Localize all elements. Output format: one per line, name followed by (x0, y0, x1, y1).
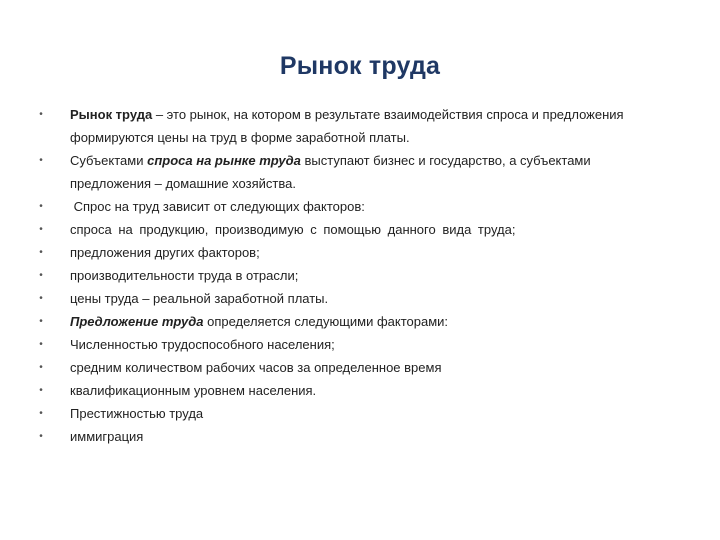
list-item (36, 287, 656, 310)
list-item (36, 241, 656, 264)
list-item (36, 333, 656, 356)
item-text: определяется следующими факторами: (203, 314, 449, 329)
slide-title: Рынок труда (279, 52, 441, 80)
list-item (36, 218, 656, 241)
bullet-icon: • (39, 362, 43, 373)
item-text: Престижностью труда (70, 406, 204, 421)
item-text: предложения других факторов; (70, 245, 260, 260)
item-text: производительности труда в отрасли; (70, 268, 299, 283)
bullet-list (36, 103, 656, 448)
bullet-icon: • (39, 201, 43, 212)
bullet-icon: • (39, 408, 43, 419)
list-item (36, 425, 656, 448)
list-item (36, 356, 656, 379)
item-text: выступают бизнес и государство, а субъектами предложения – домашние хозяйства. (70, 153, 591, 191)
list-item (36, 310, 656, 333)
bullet-icon: • (39, 293, 43, 304)
list-item (36, 379, 656, 402)
bullet-icon: • (39, 339, 43, 350)
list-item (36, 264, 656, 287)
list-item (36, 103, 656, 149)
item-text: иммиграция (70, 429, 144, 444)
bullet-icon: • (39, 270, 43, 281)
bullet-icon: • (39, 431, 43, 442)
term-bold-italic: спроса на рынке труда (147, 153, 301, 168)
bullet-icon: • (39, 155, 43, 166)
item-text: квалификационным уровнем населения. (70, 383, 317, 398)
term-bold-italic: Предложение труда (70, 314, 204, 329)
bullet-icon: • (39, 385, 43, 396)
item-text: Численностью трудоспособного населения; (70, 337, 335, 352)
list-item (36, 195, 656, 218)
bullet-icon: • (39, 247, 43, 258)
item-text: Субъектами (70, 153, 148, 168)
item-text: спроса на продукцию, производимую с помощью данного вида труда; (70, 222, 516, 237)
item-text: средним количеством рабочих часов за определенное время (70, 360, 442, 375)
list-item (36, 402, 656, 425)
bullet-icon: • (39, 316, 43, 327)
list-item (36, 149, 656, 195)
bullet-icon: • (39, 109, 43, 120)
item-text: цены труда – реальной заработной платы. (70, 291, 329, 306)
bullet-icon: • (39, 224, 43, 235)
term-bold: Рынок труда (70, 107, 153, 122)
item-text: Спрос на труд зависит от следующих факторов: (70, 199, 365, 214)
item-text: – это рынок, на котором в результате взаимодействия спроса и предложения формируются цены на труд в форме заработной платы. (70, 107, 624, 145)
